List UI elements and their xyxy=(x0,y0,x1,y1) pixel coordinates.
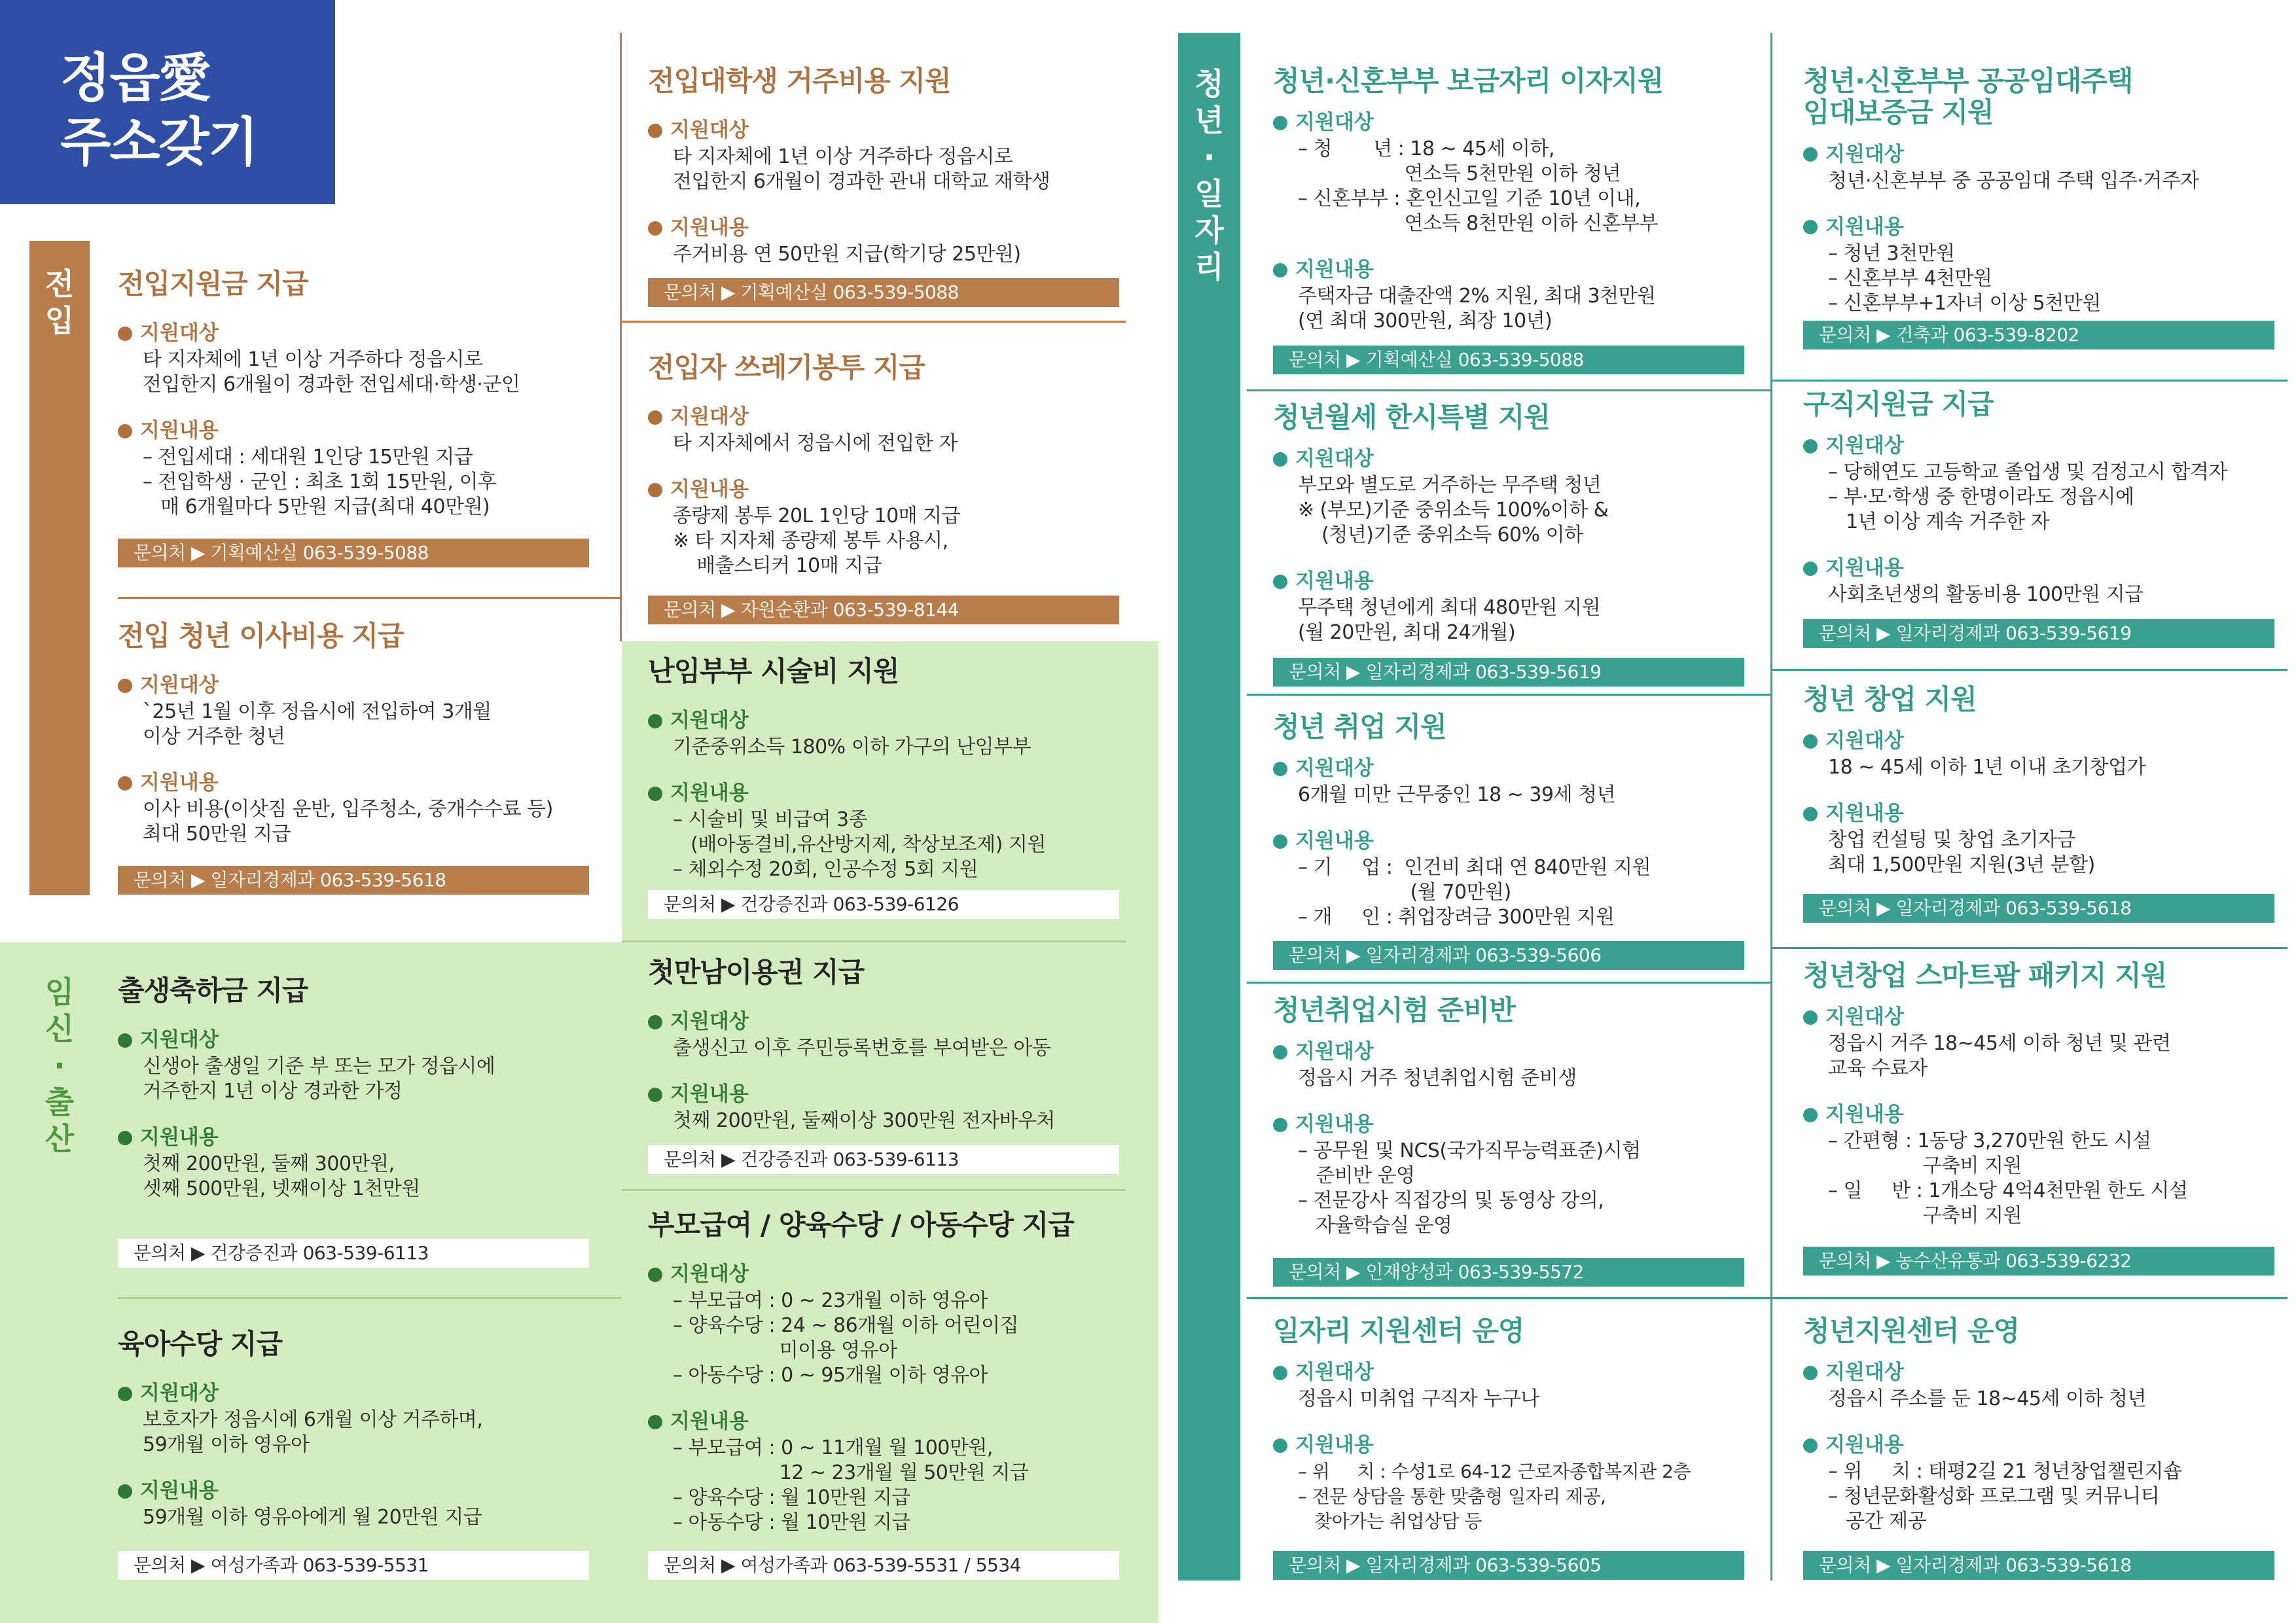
bullet-icon xyxy=(1803,734,1818,749)
bullet-icon xyxy=(118,327,132,341)
contact-bar: 문의처 ▶ 일자리경제과 063-539-5619 xyxy=(1273,658,1744,687)
section-job-seeking xyxy=(1803,389,2287,607)
contact-bar: 문의처 ▶ 건강증진과 063-539-6113 xyxy=(648,1145,1119,1174)
target-label: 지원대상 xyxy=(648,1264,1145,1285)
section-infertility xyxy=(648,656,1145,882)
bullet-icon xyxy=(1273,263,1287,277)
target-text: 정읍시 거주 18~45세 이하 청년 및 관련 교육 수료자 xyxy=(1828,1032,2171,1080)
content-label: 지원내용 xyxy=(648,1412,1145,1432)
content-label: 지원내용 xyxy=(118,1481,602,1501)
content-text: – 공무원 및 NCS(국가직무능력표준)시험 준비반 운영 – 전문강사 직접강의 및 동영상 강의, 자율학습실 운영 xyxy=(1298,1139,1641,1238)
section-youth-job xyxy=(1273,711,1757,930)
bullet-icon xyxy=(1273,1045,1287,1060)
side-label-youth: 청 년 · 일 자 리 xyxy=(1178,33,1240,1580)
target-text: 기준중위소득 180% 이하 가구의 난임부부 xyxy=(673,736,1031,759)
bullet-icon xyxy=(1803,562,1818,576)
target-label: 지원대상 xyxy=(118,1383,602,1404)
section-public-rental xyxy=(1803,65,2287,316)
logo-line2: 주소갖기 xyxy=(60,112,258,173)
bullet-icon xyxy=(648,124,662,138)
bullet-icon xyxy=(118,1131,132,1145)
bullet-icon xyxy=(1803,439,1818,454)
section-smart-farm xyxy=(1803,960,2287,1228)
target-text: – 부모급여 : 0 ~ 23개월 이하 영유아 – 양육수당 : 24 ~ 86개월 이하 어린이집 미이용 영유아 – 아동수당 : 0 ~ 95개월 이하 영유아 xyxy=(673,1289,1019,1387)
divider xyxy=(1247,389,1770,391)
section-title: 청년취업시험 준비반 xyxy=(1273,994,1515,1026)
content-text: – 기 업 : 인건비 최대 연 840만원 지원 (월 70만원) – 개 인 : 취업장려금 300만원 지원 xyxy=(1298,856,1651,929)
bullet-icon xyxy=(648,221,662,236)
content-text: 종량제 봉투 20L 1인당 10매 지급 ※ 타 지자체 종량제 봉투 사용시, 배출스티커 10매 지급 xyxy=(673,505,961,578)
contact-bar: 문의처 ▶ 일자리경제과 063-539-5618 xyxy=(118,866,589,895)
bullet-icon xyxy=(1273,575,1287,589)
contact-bar: 문의처 ▶ 일자리경제과 063-539-5618 xyxy=(1803,894,2274,923)
section-title: 청년·신혼부부 공공임대주택 임대보증금 지원 xyxy=(1803,65,2133,129)
section-move-in-grant xyxy=(118,268,602,520)
content-label: 지원내용 xyxy=(118,1128,602,1148)
divider xyxy=(622,1189,1126,1191)
target-label: 지원대상 xyxy=(1803,145,2287,165)
target-text: `25년 1월 이후 정읍시에 전입하여 3개월 이상 거주한 청년 xyxy=(143,700,492,749)
target-label: 지원대상 xyxy=(1803,731,2287,751)
bullet-icon xyxy=(648,1088,662,1102)
section-housing-loan xyxy=(1273,65,1757,334)
bullet-icon xyxy=(1803,1366,1818,1380)
divider xyxy=(1770,947,2287,949)
target-text: 신생아 출생일 기준 부 또는 모가 정읍시에 거주한지 1년 이상 경과한 가정 xyxy=(143,1055,495,1103)
target-text: 18 ~ 45세 이하 1년 이내 초기창업가 xyxy=(1828,756,2146,779)
target-label: 지원대상 xyxy=(118,675,602,696)
logo-line1: 정읍愛 xyxy=(60,48,210,109)
target-label: 지원대상 xyxy=(1803,436,2287,456)
content-label: 지원내용 xyxy=(1273,831,1757,851)
target-label: 지원대상 xyxy=(1273,1042,1757,1062)
target-label: 지원대상 xyxy=(648,1012,1145,1032)
section-job-center xyxy=(1273,1315,1757,1534)
target-text: 정읍시 주소를 둔 18~45세 이하 청년 xyxy=(1828,1387,2146,1411)
bullet-icon xyxy=(1273,1366,1287,1380)
target-text: 보호자가 정읍시에 6개월 이상 거주하며, 59개월 이하 영유아 xyxy=(143,1408,483,1457)
content-text: – 간편형 : 1동당 3,270만원 한도 시설 구축비 지원 – 일 반 : 1개소당 4억4천만원 한도 시설 구축비 지원 xyxy=(1828,1130,2188,1228)
content-text: 59개월 이하 영유아에게 월 20만원 지급 xyxy=(143,1506,482,1529)
content-text: – 위 치 : 수성1로 64-12 근로자종합복지관 2층 – 전문 상담을 통한 맞춤형 일자리 제공, 찾아가는 취업상담 등 xyxy=(1298,1461,1691,1533)
divider xyxy=(1247,982,1770,984)
section-title: 난임부부 시술비 지원 xyxy=(648,655,899,687)
target-label: 지원대상 xyxy=(1273,1363,1757,1383)
divider xyxy=(622,321,1126,323)
target-text: 정읍시 거주 청년취업시험 준비생 xyxy=(1298,1067,1577,1090)
side-label-move-in: 전 입 xyxy=(29,241,90,895)
content-text: 첫째 200만원, 둘째 300만원, 셋째 500만원, 넷째이상 1천만원 xyxy=(143,1152,420,1201)
bullet-icon xyxy=(118,424,132,438)
bullet-icon xyxy=(1273,762,1287,776)
divider xyxy=(1770,380,2287,382)
content-text: – 부모급여 : 0 ~ 11개월 월 100만원, 12 ~ 23개월 월 50만원 지급 – 양육수당 : 월 10만원 지급 – 아동수당 : 월 10만원 지급 xyxy=(673,1436,1029,1535)
contact-bar: 문의처 ▶ 기획예산실 063-539-5088 xyxy=(648,278,1119,307)
target-label: 지원대상 xyxy=(118,1030,602,1050)
contact-bar: 문의처 ▶ 기획예산실 063-539-5088 xyxy=(1273,346,1744,374)
section-title: 일자리 지원센터 운영 xyxy=(1273,1315,1524,1347)
target-text: 타 지자체에 1년 이상 거주하다 정읍시로 전입한지 6개월이 경과한 전입세대·학생·군인 xyxy=(143,348,520,397)
content-text: 주거비용 연 50만원 지급(학기당 25만원) xyxy=(673,243,1021,266)
bullet-icon xyxy=(1273,116,1287,130)
contact-bar: 문의처 ▶ 여성가족과 063-539-5531 / 5534 xyxy=(648,1551,1119,1580)
target-text: 출생신고 이후 주민등록번호를 부여받은 아동 xyxy=(673,1037,1051,1060)
section-title: 첫만남이용권 지급 xyxy=(648,956,865,988)
bullet-icon xyxy=(118,776,132,791)
section-title: 청년 취업 지원 xyxy=(1273,711,1446,743)
bullet-icon xyxy=(1803,220,1818,234)
content-label: 지원내용 xyxy=(118,421,602,441)
content-text: 주택자금 대출잔액 2% 지원, 최대 3천만원 (연 최대 300만원, 최장 10년) xyxy=(1298,285,1656,333)
bullet-icon xyxy=(648,483,662,497)
target-text: 부모와 별도로 거주하는 무주택 청년 ※ (부모)기준 중위소득 100%이하 & (청년)기준 중위소득 60% 이하 xyxy=(1298,474,1609,547)
contact-bar: 문의처 ▶ 건강증진과 063-539-6113 xyxy=(118,1239,589,1268)
target-label: 지원대상 xyxy=(118,323,602,344)
content-label: 지원내용 xyxy=(648,1084,1145,1105)
content-text: 사회초년생의 활동비용 100만원 지급 xyxy=(1828,583,2144,607)
target-label: 지원대상 xyxy=(1273,758,1757,779)
target-label: 지원대상 xyxy=(1273,113,1757,133)
target-label: 지원대상 xyxy=(648,711,1145,731)
section-title: 청년지원센터 운영 xyxy=(1803,1315,2020,1347)
section-title: 부모급여 / 양육수당 / 아동수당 지급 xyxy=(648,1209,1074,1241)
section-youth-center xyxy=(1803,1315,2287,1534)
section-parent-pay xyxy=(648,1209,1145,1535)
section-title: 청년 창업 지원 xyxy=(1803,683,1977,715)
section-childcare xyxy=(118,1329,602,1530)
bullet-icon xyxy=(118,1033,132,1048)
content-text: 무주택 청년에게 최대 480만원 지원 (월 20만원, 최대 24개월) xyxy=(1298,596,1601,645)
content-text: 첫째 200만원, 둘째이상 300만원 전자바우처 xyxy=(673,1109,1055,1133)
section-title: 전입 청년 이사비용 지급 xyxy=(118,620,404,652)
contact-bar: 문의처 ▶ 건축과 063-539-8202 xyxy=(1803,321,2274,349)
section-garbage-bags xyxy=(648,352,1126,579)
content-label: 지원내용 xyxy=(1803,1435,2287,1455)
content-text: – 위 치 : 태평2길 21 청년창업챌린지숍 – 청년문화활성화 프로그램 및 커뮤니티 공간 제공 xyxy=(1828,1460,2182,1533)
logo-box xyxy=(0,0,335,204)
section-title: 육아수당 지급 xyxy=(118,1328,283,1360)
target-text: 6개월 미만 근무중인 18 ~ 39세 청년 xyxy=(1298,783,1616,807)
content-text: – 청년 3천만원 – 신혼부부 4천만원 – 신혼부부+1자녀 이상 5천만원 xyxy=(1828,241,2101,315)
content-label: 지원내용 xyxy=(648,218,1126,238)
divider xyxy=(1247,694,1770,696)
bullet-icon xyxy=(1803,807,1818,821)
section-title: 전입자 쓰레기봉투 지급 xyxy=(648,351,925,383)
contact-bar: 문의처 ▶ 기획예산실 063-539-5088 xyxy=(118,539,589,567)
target-text: 청년·신혼부부 중 공공임대 주택 입주·거주자 xyxy=(1828,169,2199,192)
section-monthly-rent xyxy=(1273,402,1757,645)
target-label: 지원대상 xyxy=(648,120,1126,141)
target-label: 지원대상 xyxy=(1273,449,1757,469)
bullet-icon xyxy=(648,1268,662,1282)
content-label: 지원내용 xyxy=(1273,571,1757,592)
bullet-icon xyxy=(1273,1438,1287,1453)
section-title: 전입지원금 지급 xyxy=(118,268,308,300)
bullet-icon xyxy=(1273,834,1287,849)
bullet-icon xyxy=(648,1015,662,1029)
section-youth-moving xyxy=(118,620,602,847)
bullet-icon xyxy=(1803,1010,1818,1025)
divider xyxy=(1770,33,1772,1580)
divider xyxy=(622,940,1126,942)
content-label: 지원내용 xyxy=(648,783,1145,804)
target-text: – 당해연도 고등학교 졸업생 및 검정고시 합격자 – 부·모·학생 중 한명이라도 정읍시에 1년 이상 계속 거주한 자 xyxy=(1828,461,2227,534)
contact-bar: 문의처 ▶ 자원순환과 063-539-8144 xyxy=(648,596,1119,624)
target-label: 지원대상 xyxy=(1803,1007,2287,1027)
bullet-icon xyxy=(1273,452,1287,467)
content-text: – 시술비 및 비급여 3종 (배아동결비,유산방지제, 착상보조제) 지원 – 체외수정 20회, 인공수정 5회 지원 xyxy=(673,808,1046,882)
bullet-icon xyxy=(118,1484,132,1499)
content-label: 지원내용 xyxy=(1803,558,2287,579)
bullet-icon xyxy=(648,714,662,728)
section-startup xyxy=(1803,684,2287,878)
bullet-icon xyxy=(118,679,132,693)
contact-bar: 문의처 ▶ 일자리경제과 063-539-5606 xyxy=(1273,941,1744,970)
contact-bar: 문의처 ▶ 일자리경제과 063-539-5619 xyxy=(1803,619,2274,648)
bullet-icon xyxy=(648,1415,662,1429)
divider xyxy=(118,1297,622,1299)
divider xyxy=(1770,1297,2287,1299)
target-text: 타 지자체에서 정읍시에 전입한 자 xyxy=(673,432,958,455)
contact-bar: 문의처 ▶ 여성가족과 063-539-5531 xyxy=(118,1551,589,1580)
target-label: 지원대상 xyxy=(1803,1363,2287,1383)
contact-bar: 문의처 ▶ 인재양성과 063-539-5572 xyxy=(1273,1258,1744,1287)
section-first-meeting xyxy=(648,957,1145,1133)
content-label: 지원내용 xyxy=(1803,217,2287,238)
section-title: 출생축하금 지급 xyxy=(118,974,308,1007)
section-title: 청년·신혼부부 보금자리 이자지원 xyxy=(1273,65,1664,97)
target-text: 타 지자체에 1년 이상 거주하다 정읍시로 전입한지 6개월이 경과한 관내 대학교 재학생 xyxy=(673,145,1050,194)
contact-bar: 문의처 ▶ 농수산유통과 063-539-6232 xyxy=(1803,1247,2274,1275)
section-title: 청년월세 한시특별 지원 xyxy=(1273,401,1550,433)
target-text: – 청 년 : 18 ~ 45세 이하, 연소득 5천만원 이하 청년 – 신혼부부 : 혼인신고일 기준 10년 이내, 연소득 8천만원 이하 신혼부부 xyxy=(1298,137,1659,236)
content-text: – 전입세대 : 세대원 1인당 15만원 지급 – 전입학생 · 군인 : 최초 1회 15만원, 이후 매 6개월마다 5만원 지급(최대 40만원) xyxy=(143,446,497,519)
section-title: 청년창업 스마트팜 패키지 지원 xyxy=(1803,959,2167,991)
content-label: 지원내용 xyxy=(1803,1105,2287,1125)
section-student-housing xyxy=(648,65,1126,267)
contact-bar: 문의처 ▶ 건강증진과 063-539-6126 xyxy=(648,890,1119,919)
target-label: 지원대상 xyxy=(648,407,1126,427)
bullet-icon xyxy=(1803,1438,1818,1453)
bullet-icon xyxy=(648,787,662,801)
section-title: 전입대학생 거주비용 지원 xyxy=(648,65,951,97)
bullet-icon xyxy=(1803,1108,1818,1122)
section-exam-prep xyxy=(1273,995,1757,1238)
divider xyxy=(620,33,622,641)
content-text: 창업 컨설팅 및 창업 초기자금 최대 1,500만원 지원(3년 분할) xyxy=(1828,829,2095,877)
section-title: 구직지원금 지급 xyxy=(1803,388,1994,420)
section-birth-grant xyxy=(118,975,602,1202)
target-text: 정읍시 미취업 구직자 누구나 xyxy=(1298,1387,1539,1411)
content-label: 지원내용 xyxy=(1273,260,1757,280)
contact-bar: 문의처 ▶ 일자리경제과 063-539-5605 xyxy=(1273,1551,1744,1580)
content-label: 지원내용 xyxy=(1273,1115,1757,1135)
bullet-icon xyxy=(648,410,662,425)
content-text: 이사 비용(이삿짐 운반, 입주청소, 중개수수료 등) 최대 50만원 지급 xyxy=(143,798,553,846)
side-label-birth: 임 신 · 출 산 xyxy=(45,974,75,1156)
content-label: 지원내용 xyxy=(648,480,1126,500)
bullet-icon xyxy=(1803,147,1818,162)
contact-bar: 문의처 ▶ 일자리경제과 063-539-5618 xyxy=(1803,1551,2274,1580)
content-label: 지원내용 xyxy=(1273,1435,1757,1455)
divider xyxy=(1770,669,2287,671)
content-label: 지원내용 xyxy=(118,773,602,793)
divider xyxy=(1247,1297,1770,1299)
divider xyxy=(118,597,622,599)
content-label: 지원내용 xyxy=(1803,804,2287,824)
bullet-icon xyxy=(118,1387,132,1401)
bullet-icon xyxy=(1273,1118,1287,1132)
